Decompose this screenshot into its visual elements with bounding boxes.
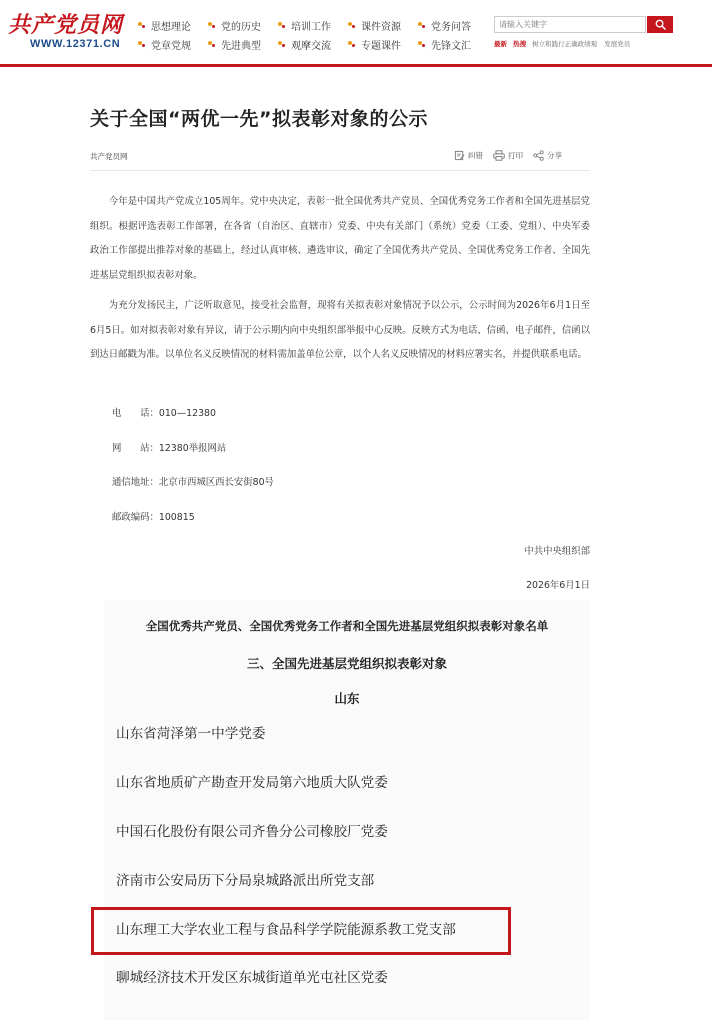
nav-item-topics[interactable]: 专题课件 [348, 36, 401, 52]
share-icon [533, 150, 544, 161]
nav-item-constitution[interactable]: 党章党规 [138, 36, 191, 52]
site-logo[interactable] [8, 8, 126, 52]
nav-bullet-icon [348, 21, 356, 29]
print-icon [493, 150, 505, 161]
correction-button[interactable]: 纠错 [454, 150, 483, 161]
nav-item-training[interactable]: 培训工作 [278, 17, 331, 33]
edit-icon [454, 150, 465, 161]
hot-search-row [494, 39, 635, 48]
article-paragraph: 为充分发扬民主，广泛听取意见，接受社会监督，现将有关拟表彰对象情况予以公示，公示时间为2026年6月1日至6月5日。如对拟表彰对象有异议，请于公示期内向中央组织部举报中心反映。反映方式为电话、信函、电子邮件，信函以到达日邮戳为准。以单位名义反映情况的材料需加盖单位公章，以个人名义反映情况的材料应署实名，并提供联系电话。 [90, 300, 590, 360]
contact-address: 通信地址：北京市西城区西长安街80号 [112, 477, 274, 488]
publish-date: 2026年6月1日 [526, 580, 590, 591]
list-heading: 全国优秀共产党员、全国优秀党务工作者和全国先进基层党组织拟表彰对象名单 [145, 619, 549, 633]
hot-keyword[interactable]: 发展党员 [604, 40, 631, 48]
org-list-item: 山东省菏泽第一中学党委 [116, 726, 266, 742]
nav-item-history[interactable]: 党的历史 [208, 17, 261, 33]
nav-item-models[interactable]: 先进典型 [208, 36, 261, 52]
share-button[interactable]: 分享 [533, 150, 562, 161]
nav-bullet-icon [418, 21, 426, 29]
org-list-item-highlighted: 山东理工大学农业工程与食品科学学院能源系教工党支部 [116, 922, 456, 938]
nav-item-theory[interactable]: 思想理论 [138, 17, 191, 33]
logo-text: 共产党员网 [8, 12, 124, 38]
org-list-item: 济南市公安局历下分局泉城路派出所党支部 [116, 873, 375, 889]
contact-website: 网 站：12380举报网站 [112, 443, 227, 454]
search-icon [655, 19, 666, 30]
meta-divider [90, 170, 590, 171]
print-button[interactable]: 打印 [493, 150, 523, 161]
hot-keyword[interactable]: 树立和践行正确政绩观 [532, 40, 598, 48]
search-input[interactable] [494, 16, 646, 33]
nav-bullet-icon [138, 21, 146, 29]
article-tools [454, 147, 572, 163]
org-list-item: 山东省地质矿产勘查开发局第六地质大队党委 [116, 775, 388, 791]
nav-item-literature[interactable]: 先锋文汇 [418, 36, 471, 52]
nav-bullet-icon [208, 40, 216, 48]
highlight-box [91, 907, 511, 955]
contact-postcode: 邮政编码：100815 [112, 512, 195, 523]
nav-bullet-icon [208, 21, 216, 29]
list-section-title: 三、全国先进基层党组织拟表彰对象 [246, 656, 447, 671]
article-source: 共产党员网 [90, 152, 128, 161]
nav-bullet-icon [278, 40, 286, 48]
signer: 中共中央组织部 [524, 546, 590, 557]
org-list-item: 聊城经济技术开发区东城街道单光屯社区党委 [116, 970, 388, 986]
article-title: 关于全国“两优一先”拟表彰对象的公示 [90, 108, 428, 130]
nav-bullet-icon [278, 21, 286, 29]
nav-item-exchange[interactable]: 观摩交流 [278, 36, 331, 52]
logo-url: WWW.12371.CN [30, 38, 121, 50]
list-region: 山东 [334, 691, 360, 706]
nav-bullet-icon [138, 40, 146, 48]
search-button[interactable] [647, 16, 673, 33]
article-paragraph: 今年是中国共产党成立105周年。党中央决定，表彰一批全国优秀共产党员、全国优秀党务工作者和全国先进基层党组织。根据评选表彰工作部署，在各省（自治区、直辖市）党委、中央有关部门（系统）党委（工委、党组）、中央军委政治工作部提出推荐对象的基础上，经过认真审核、遴选审议，确定了全国优秀共产党员、全国优秀党务工作者、全国先进基层党组织拟表彰对象。 [90, 196, 590, 281]
contact-phone: 电 话：010—12380 [112, 408, 216, 419]
hot-search-label[interactable]: 热搜 [513, 40, 527, 48]
main-nav [138, 14, 488, 54]
hot-latest-label[interactable]: 最新 [494, 40, 507, 48]
nav-item-courseware[interactable]: 课件资源 [348, 17, 401, 33]
nav-item-qa[interactable]: 党务问答 [418, 17, 471, 33]
site-header [0, 0, 712, 68]
org-list-item: 中国石化股份有限公司齐鲁分公司橡胶厂党委 [116, 824, 388, 840]
header-divider [0, 64, 712, 67]
nav-bullet-icon [348, 40, 356, 48]
nav-bullet-icon [418, 40, 426, 48]
